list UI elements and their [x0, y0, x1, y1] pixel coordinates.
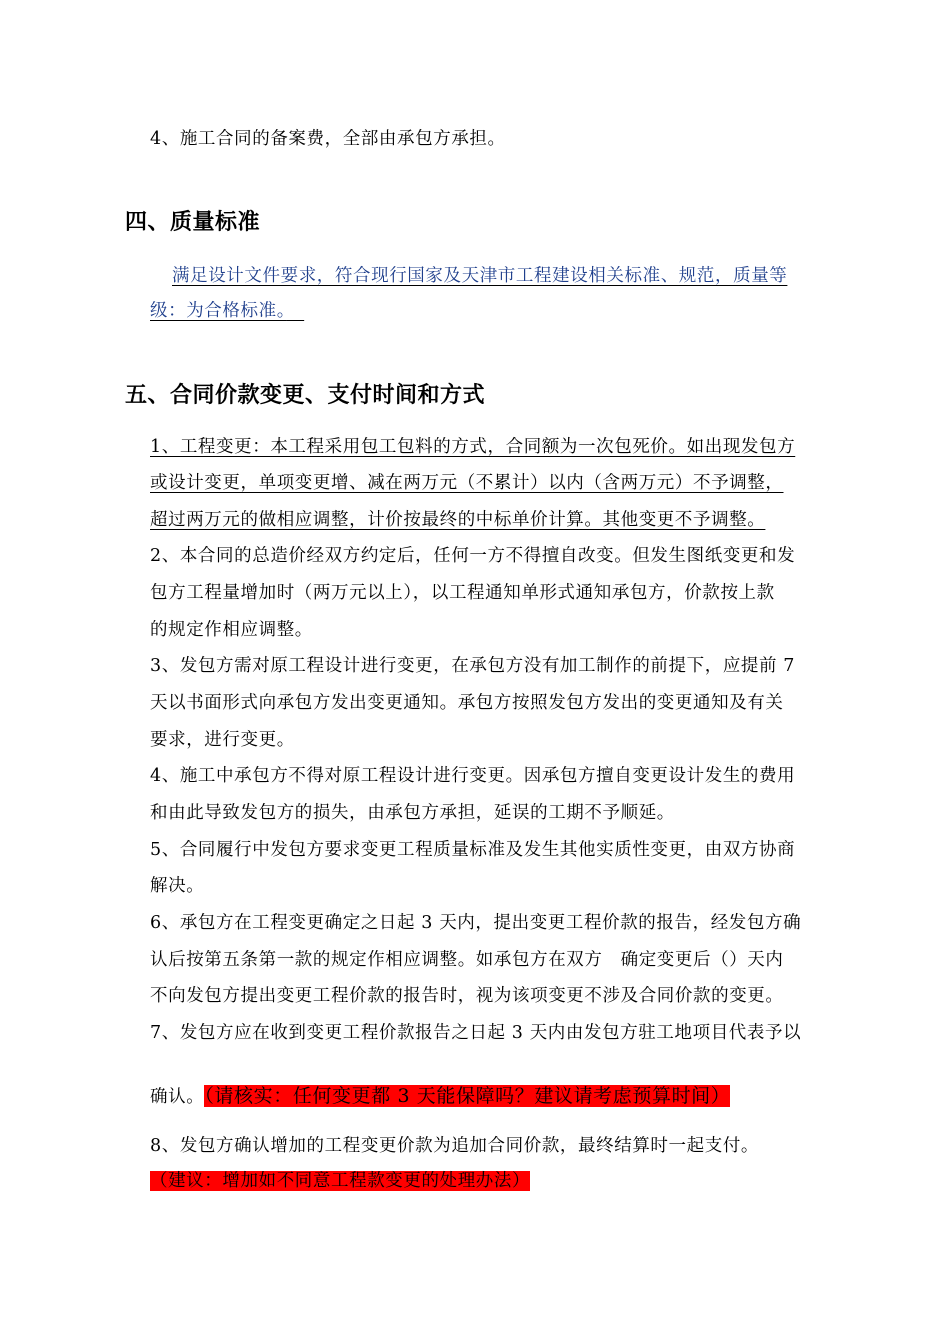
quality-text-2: 级：为合格标准。 — [150, 301, 287, 321]
item6-line-2: 认后按第五条第一款的规定作相应调整。如承包方在双方 确定变更后（）天内 — [150, 950, 784, 970]
item2-line-2: 包方工程量增加时（两万元以上），以工程通知单形式通知承包方，价款按上款 — [150, 583, 775, 603]
item3-line-2: 天以书面形式向承包方发出变更通知。承包方按照发包方发出的变更通知及有关 — [150, 693, 784, 713]
suggestion-comment-highlight: （建议：增加如不同意工程款变更的处理办法） — [150, 1171, 531, 1191]
item8-comment-line — [150, 1170, 530, 1192]
item5-line-2: 解决。 — [150, 876, 205, 896]
item7-line-2 — [150, 1085, 730, 1108]
item1-line-3: 超过两万元的做相应调整，计价按最终的中标单价计算。其他变更不予调整。 — [150, 510, 766, 530]
item1-line-1: 1、工程变更：本工程采用包工包料的方式，合同额为一次包死价。如出现发包方 — [150, 437, 796, 457]
item1-line-2: 或设计变更，单项变更增、减在两万元（不累计）以内（含两万元）不予调整， — [150, 473, 784, 493]
item6-line-3: 不向发包方提出变更工程价款的报告时，视为该项变更不涉及合同价款的变更。 — [150, 986, 784, 1006]
quality-line-2 — [150, 300, 304, 322]
section-heading-quality: 四、质量标准 — [125, 210, 261, 235]
quality-text-1: 满足设计文件要求，符合现行国家及天津市工程建设相关标准、规范，质量等 — [172, 266, 788, 286]
item5-line-1: 5、合同履行中发包方要求变更工程质量标准及发生其他实质性变更，由双方协商 — [150, 840, 796, 860]
item4-line-2: 和由此导致发包方的损失，由承包方承担，延误的工期不予顺延。 — [150, 803, 675, 823]
item2-line-3: 的规定作相应调整。 — [150, 620, 313, 640]
item4-line-1: 4、施工中承包方不得对原工程设计进行变更。因承包方擅自变更设计发生的费用 — [150, 766, 796, 786]
item7-line-2-text: 确认。 — [150, 1087, 205, 1107]
review-comment-highlight: （请核实：任何变更都 3 天能保障吗？建议请考虑预算时间） — [204, 1085, 731, 1107]
item7-line-1: 7、发包方应在收到变更工程价款报告之日起 3 天内由发包方驻工地项目代表予以 — [150, 1023, 802, 1043]
item8-line-1: 8、发包方确认增加的工程变更价款为追加合同价款，最终结算时一起支付。 — [150, 1136, 760, 1156]
item3-line-3: 要求，进行变更。 — [150, 730, 295, 750]
item6-line-1: 6、承包方在工程变更确定之日起 3 天内，提出变更工程价款的报告，经发包方确 — [150, 913, 802, 933]
section-heading-price-change: 五、合同价款变更、支付时间和方式 — [125, 383, 486, 408]
item3-line-1: 3、发包方需对原工程设计进行变更，在承包方没有加工制作的前提下，应提前 7 — [150, 656, 796, 676]
sec3-item4: 4、施工合同的备案费，全部由承包方承担。 — [150, 129, 506, 149]
item2-line-1: 2、本合同的总造价经双方约定后，任何一方不得擅自改变。但发生图纸变更和发 — [150, 546, 796, 566]
quality-line-1 — [172, 265, 787, 287]
